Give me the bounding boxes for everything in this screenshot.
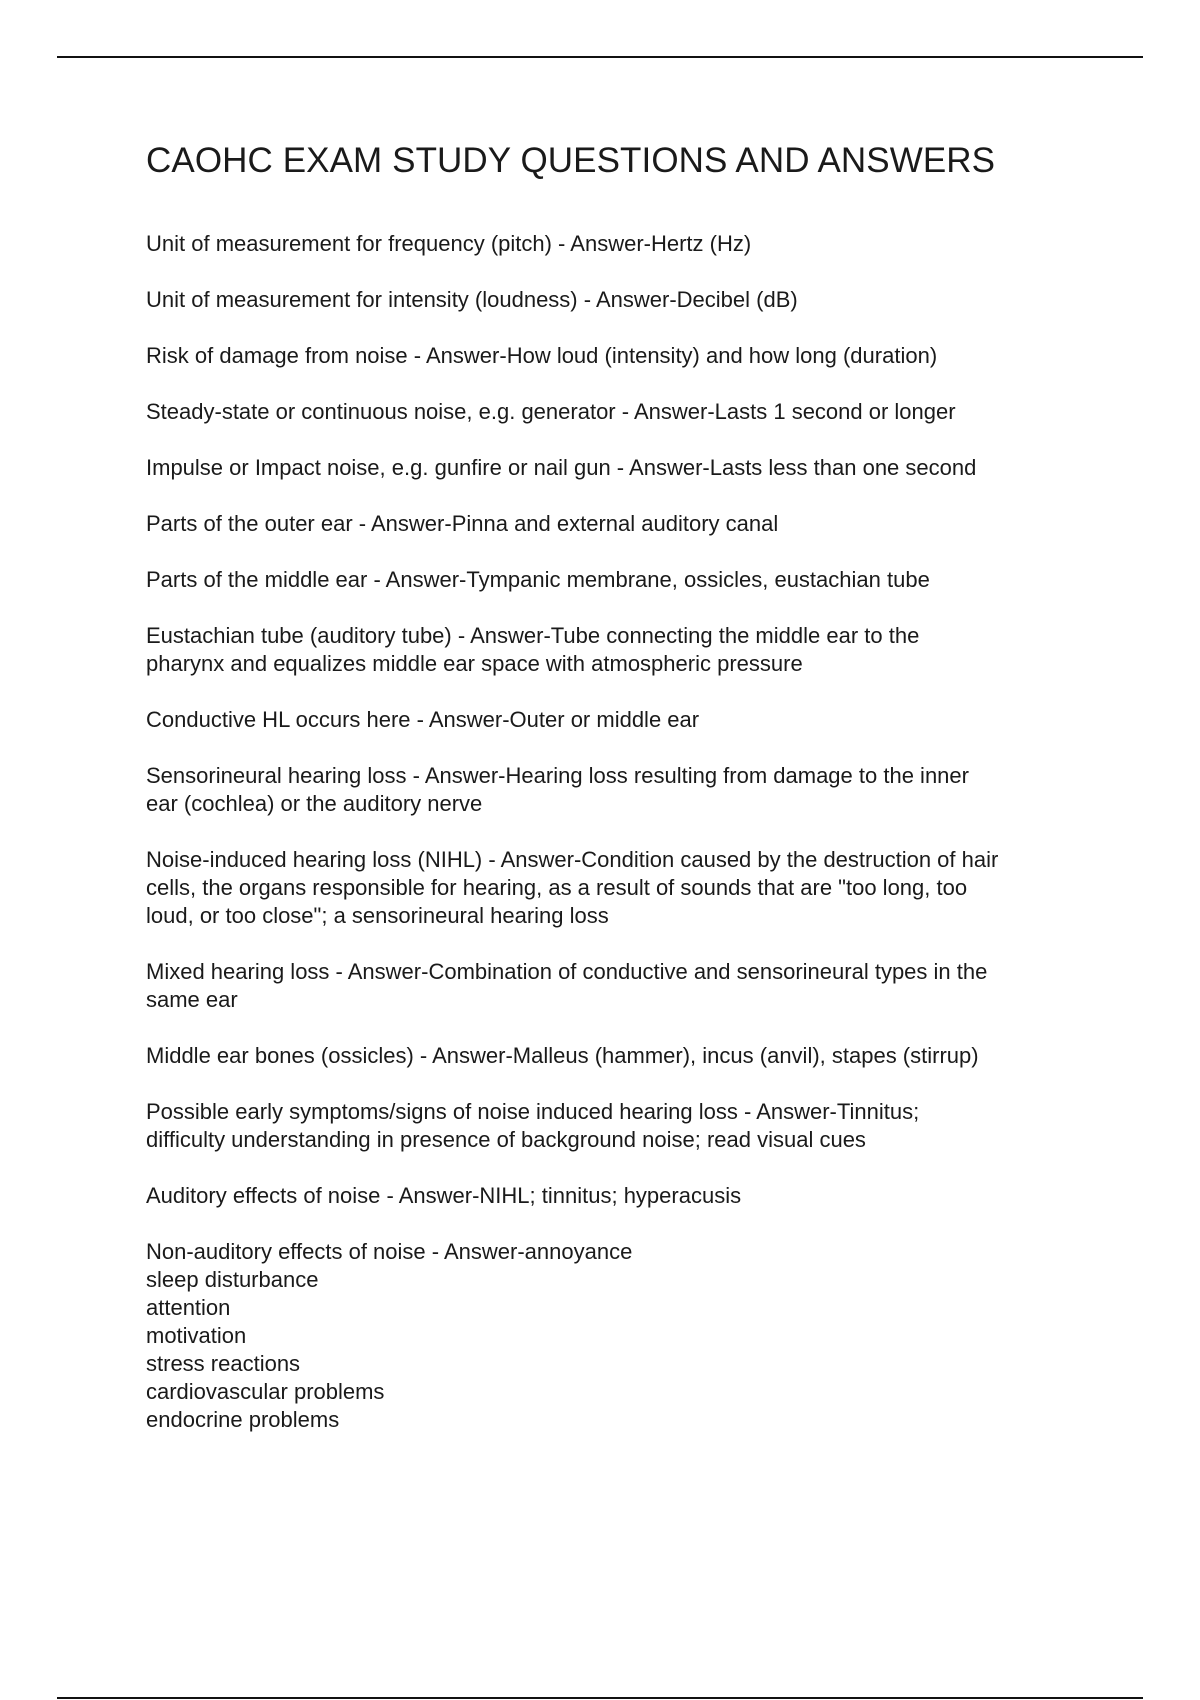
qa-item: Impulse or Impact noise, e.g. gunfire or nail gun - Answer-Lasts less than one second bbox=[146, 455, 977, 480]
qa-item: Non-auditory effects of noise - Answer-annoyance sleep disturbance attention motivation stress reactions cardiovascular problems endocrine problems bbox=[146, 1239, 633, 1432]
document-body bbox=[146, 140, 1096, 1462]
qa-item: Steady-state or continuous noise, e.g. generator - Answer-Lasts 1 second or longer bbox=[146, 399, 956, 424]
qa-item: Noise-induced hearing loss (NIHL) - Answer-Condition caused by the destruction of hair cells, the organs responsible for hearing, as a result of sounds that are "too long, too loud, or too close"; a sensorineural hearing loss bbox=[146, 847, 999, 928]
qa-item: Sensorineural hearing loss - Answer-Hearing loss resulting from damage to the inner ear (cochlea) or the auditory nerve bbox=[146, 763, 969, 816]
qa-item: Parts of the outer ear - Answer-Pinna and external auditory canal bbox=[146, 511, 779, 536]
qa-item: Unit of measurement for intensity (loudness) - Answer-Decibel (dB) bbox=[146, 287, 798, 312]
qa-item: Eustachian tube (auditory tube) - Answer-Tube connecting the middle ear to the pharynx and equalizes middle ear space with atmospheric pressure bbox=[146, 623, 920, 676]
qa-item: Mixed hearing loss - Answer-Combination of conductive and sensorineural types in the same ear bbox=[146, 959, 988, 1012]
qa-item: Possible early symptoms/signs of noise induced hearing loss - Answer-Tinnitus; difficulty understanding in presence of background noise; read visual cues bbox=[146, 1099, 920, 1152]
qa-item: Auditory effects of noise - Answer-NIHL; tinnitus; hyperacusis bbox=[146, 1183, 742, 1208]
qa-item: Parts of the middle ear - Answer-Tympanic membrane, ossicles, eustachian tube bbox=[146, 567, 930, 592]
qa-item: Risk of damage from noise - Answer-How loud (intensity) and how long (duration) bbox=[146, 343, 938, 368]
bottom-divider bbox=[57, 1697, 1143, 1699]
qa-item: Conductive HL occurs here - Answer-Outer or middle ear bbox=[146, 707, 700, 732]
qa-item: Middle ear bones (ossicles) - Answer-Malleus (hammer), incus (anvil), stapes (stirrup) bbox=[146, 1043, 979, 1068]
document-title: CAOHC EXAM STUDY QUESTIONS AND ANSWERS bbox=[146, 141, 996, 180]
top-divider bbox=[57, 56, 1143, 58]
qa-item: Unit of measurement for frequency (pitch) - Answer-Hertz (Hz) bbox=[146, 231, 752, 256]
qa-list bbox=[146, 230, 1096, 1434]
